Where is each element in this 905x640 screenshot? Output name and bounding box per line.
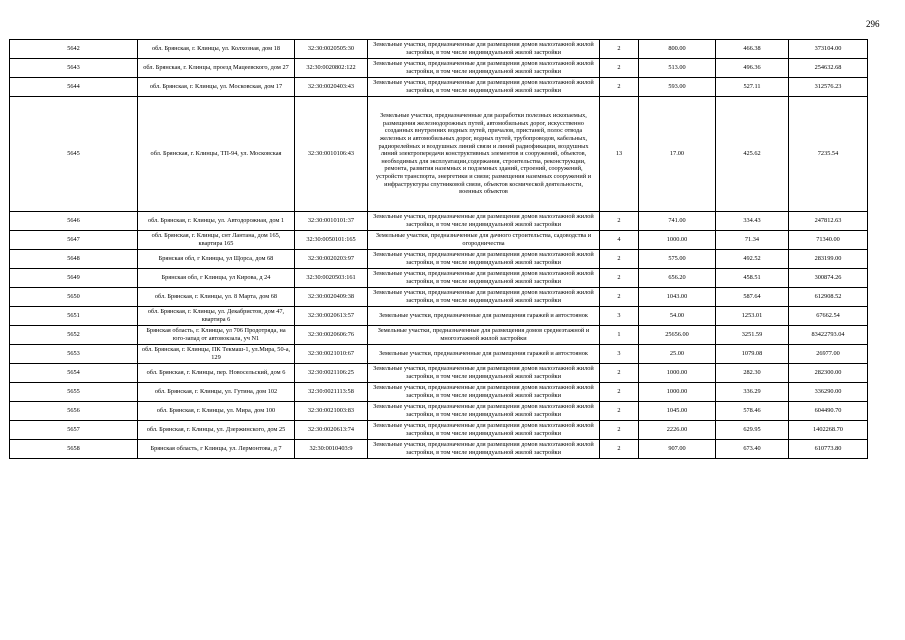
area-cell: 800.00 [639, 40, 716, 59]
cadastral-value-cell: 26977.00 [789, 345, 868, 364]
land-purpose-cell: Земельные участки, предназначенные для размещения домов малоэтажной жилой застройки, в том числе индивидуальной жилой застройки [368, 269, 600, 288]
specific-value-cell: 587.64 [716, 288, 789, 307]
cadastral-number-cell: 32:30:0020409:38 [295, 288, 368, 307]
land-purpose-cell: Земельные участки, предназначенные для размещения домов малоэтажной жилой застройки, в том числе индивидуальной жилой застройки [368, 212, 600, 231]
row-number: 5646 [10, 212, 138, 231]
cadastral-value-cell: 604490.70 [789, 402, 868, 421]
table-row [10, 212, 868, 231]
cadastral-value-cell: 282300.00 [789, 364, 868, 383]
area-cell: 25656.00 [639, 326, 716, 345]
specific-value-cell: 496.36 [716, 59, 789, 78]
cadastral-number-cell: 32:30:0020203:97 [295, 250, 368, 269]
row-number: 5642 [10, 40, 138, 59]
area-cell: 1045.00 [639, 402, 716, 421]
group-cell: 2 [600, 421, 639, 440]
cadastral-number-cell: 32:30:0020503:161 [295, 269, 368, 288]
area-cell: 1000.00 [639, 231, 716, 250]
table-row [10, 307, 868, 326]
area-cell: 1000.00 [639, 383, 716, 402]
row-number: 5654 [10, 364, 138, 383]
area-cell: 741.00 [639, 212, 716, 231]
specific-value-cell: 1253.01 [716, 307, 789, 326]
address-cell: обл. Брянская, г. Клинцы, ул. Гутина, дом 102 [138, 383, 295, 402]
land-purpose-cell: Земельные участки, предназначенные для размещения домов среднеэтажной и многоэтажной жилой застройки [368, 326, 600, 345]
specific-value-cell: 629.95 [716, 421, 789, 440]
address-cell: обл. Брянская, г. Клинцы, ул. Декабристов, дом 47, квартира 6 [138, 307, 295, 326]
row-number: 5645 [10, 97, 138, 212]
table-row [10, 383, 868, 402]
address-cell: обл. Брянская, г. Клинцы, снт Лантана, дом 165, квартира 165 [138, 231, 295, 250]
address-cell: обл. Брянская, г. Клинцы, ПК Текмаш-1, ул.Мира, 50-а, 129 [138, 345, 295, 364]
row-number: 5648 [10, 250, 138, 269]
address-cell: Брянская обл, г Клинцы, ул Кирова, д 24 [138, 269, 295, 288]
cadastral-value-cell: 612908.52 [789, 288, 868, 307]
cadastral-value-cell: 373104.00 [789, 40, 868, 59]
area-cell: 1043.00 [639, 288, 716, 307]
row-number: 5644 [10, 78, 138, 97]
group-cell: 2 [600, 440, 639, 459]
specific-value-cell: 282.30 [716, 364, 789, 383]
area-cell: 17.00 [639, 97, 716, 212]
group-cell: 2 [600, 59, 639, 78]
land-purpose-cell: Земельные участки, предназначенные для размещения гаражей и автостоянок [368, 345, 600, 364]
area-cell: 575.00 [639, 250, 716, 269]
land-purpose-cell: Земельные участки, предназначенные для размещения домов малоэтажной жилой застройки, в том числе индивидуальной жилой застройки [368, 40, 600, 59]
cadastral-number-cell: 32:30:0020613:74 [295, 421, 368, 440]
cadastral-value-cell: 247812.63 [789, 212, 868, 231]
row-number: 5657 [10, 421, 138, 440]
table-row [10, 269, 868, 288]
row-number: 5652 [10, 326, 138, 345]
row-number: 5653 [10, 345, 138, 364]
land-purpose-cell: Земельные участки, предназначенные для размещения домов малоэтажной жилой застройки, в том числе индивидуальной жилой застройки [368, 250, 600, 269]
cadastral-number-cell: 32:30:0010101:37 [295, 212, 368, 231]
land-purpose-cell: Земельные участки, предназначенные для размещения домов малоэтажной жилой застройки, в том числе индивидуальной жилой застройки [368, 402, 600, 421]
row-number: 5658 [10, 440, 138, 459]
area-cell: 656.20 [639, 269, 716, 288]
area-cell: 25.00 [639, 345, 716, 364]
cadastral-number-cell: 32:30:0020802:122 [295, 59, 368, 78]
land-purpose-cell: Земельные участки, предназначенные для размещения домов малоэтажной жилой застройки, в том числе индивидуальной жилой застройки [368, 421, 600, 440]
table-row [10, 250, 868, 269]
address-cell: обл. Брянская, г. Клинцы, ул. 8 Марта, дом 68 [138, 288, 295, 307]
row-number: 5656 [10, 402, 138, 421]
row-number: 5643 [10, 59, 138, 78]
group-cell: 4 [600, 231, 639, 250]
group-cell: 2 [600, 212, 639, 231]
specific-value-cell: 336.29 [716, 383, 789, 402]
row-number: 5649 [10, 269, 138, 288]
area-cell: 1000.00 [639, 364, 716, 383]
cadastral-number-cell: 32:30:0020606:76 [295, 326, 368, 345]
cadastral-number-cell: 32:30:0021010:67 [295, 345, 368, 364]
table-row [10, 288, 868, 307]
cadastral-number-cell: 32:30:0020505:30 [295, 40, 368, 59]
land-purpose-cell: Земельные участки, предназначенные для размещения домов малоэтажной жилой застройки, в том числе индивидуальной жилой застройки [368, 383, 600, 402]
cadastral-number-cell: 32:30:0021003:83 [295, 402, 368, 421]
row-number: 5655 [10, 383, 138, 402]
cadastral-value-cell: 300874.26 [789, 269, 868, 288]
specific-value-cell: 334.43 [716, 212, 789, 231]
cadastral-value-cell: 67662.54 [789, 307, 868, 326]
cadastral-number-cell: 32:30:0050101:165 [295, 231, 368, 250]
cadastral-number-cell: 32:30:0010106:43 [295, 97, 368, 212]
land-purpose-cell: Земельные участки, предназначенные для размещения домов малоэтажной жилой застройки, в том числе индивидуальной жилой застройки [368, 440, 600, 459]
address-cell: обл. Брянская, г. Клинцы, ул. Московская, дом 17 [138, 78, 295, 97]
group-cell: 2 [600, 288, 639, 307]
address-cell: обл. Брянская, г. Клинцы, ул. Мира, дом 100 [138, 402, 295, 421]
table-row [10, 59, 868, 78]
group-cell: 2 [600, 269, 639, 288]
area-cell: 2226.00 [639, 421, 716, 440]
land-purpose-cell: Земельные участки, предназначенные для размещения домов малоэтажной жилой застройки, в том числе индивидуальной жилой застройки [368, 364, 600, 383]
cadastral-number-cell: 32:30:0021106:25 [295, 364, 368, 383]
row-number: 5651 [10, 307, 138, 326]
cadastral-value-cell: 71340.00 [789, 231, 868, 250]
address-cell: Брянская обл, г Клинцы, ул Щорса, дом 68 [138, 250, 295, 269]
area-cell: 593.00 [639, 78, 716, 97]
area-cell: 54.00 [639, 307, 716, 326]
group-cell: 3 [600, 345, 639, 364]
table-row [10, 440, 868, 459]
specific-value-cell: 466.38 [716, 40, 789, 59]
specific-value-cell: 425.62 [716, 97, 789, 212]
table-row [10, 231, 868, 250]
group-cell: 2 [600, 250, 639, 269]
cadastral-number-cell: 32:30:0020403:43 [295, 78, 368, 97]
group-cell: 3 [600, 307, 639, 326]
cadastral-number-cell: 32:30:0020613:57 [295, 307, 368, 326]
address-cell: обл. Брянская, г. Клинцы, ул. Автодорожная, дом 1 [138, 212, 295, 231]
specific-value-cell: 458.51 [716, 269, 789, 288]
cadastral-value-cell: 254632.68 [789, 59, 868, 78]
address-cell: обл. Брянская, г. Клинцы, проезд Мацеевского, дом 27 [138, 59, 295, 78]
address-cell: обл. Брянская, г. Клинцы, ул. Колхозная, дом 18 [138, 40, 295, 59]
cadastral-value-cell: 83422793.04 [789, 326, 868, 345]
address-cell: Брянская область, г Клинцы, ул. Лермонтова, д 7 [138, 440, 295, 459]
table-row [10, 345, 868, 364]
table-row [10, 40, 868, 59]
specific-value-cell: 71.34 [716, 231, 789, 250]
area-cell: 513.00 [639, 59, 716, 78]
address-cell: обл. Брянская, г. Клинцы, пер. Новосельский, дом 6 [138, 364, 295, 383]
cadastral-value-cell: 283199.00 [789, 250, 868, 269]
area-cell: 907.00 [639, 440, 716, 459]
land-purpose-cell: Земельные участки, предназначенные для размещения гаражей и автостоянок [368, 307, 600, 326]
cadastral-value-cell: 1402268.70 [789, 421, 868, 440]
table-row [10, 402, 868, 421]
group-cell: 2 [600, 364, 639, 383]
group-cell: 13 [600, 97, 639, 212]
land-purpose-cell: Земельные участки, предназначенные для размещения домов малоэтажной жилой застройки, в том числе индивидуальной жилой застройки [368, 288, 600, 307]
group-cell: 2 [600, 40, 639, 59]
page-number: 296 [866, 19, 880, 29]
table-row [10, 97, 868, 212]
land-plots-table [9, 39, 868, 459]
cadastral-number-cell: 32:30:0021113:58 [295, 383, 368, 402]
specific-value-cell: 527.11 [716, 78, 789, 97]
table-row [10, 364, 868, 383]
group-cell: 2 [600, 78, 639, 97]
cadastral-value-cell: 336290.00 [789, 383, 868, 402]
cadastral-number-cell: 32:30:0010403:9 [295, 440, 368, 459]
group-cell: 1 [600, 326, 639, 345]
specific-value-cell: 578.46 [716, 402, 789, 421]
table-row [10, 421, 868, 440]
land-purpose-cell: Земельные участки, предназначенные для размещения домов малоэтажной жилой застройки, в том числе индивидуальной жилой застройки [368, 59, 600, 78]
group-cell: 2 [600, 383, 639, 402]
cadastral-value-cell: 610773.80 [789, 440, 868, 459]
table-row [10, 326, 868, 345]
land-purpose-cell: Земельные участки, предназначенные для размещения домов малоэтажной жилой застройки, в том числе индивидуальной жилой застройки [368, 78, 600, 97]
address-cell: обл. Брянская, г. Клинцы, ТП-94, ул. Московская [138, 97, 295, 212]
row-number: 5647 [10, 231, 138, 250]
address-cell: обл. Брянская, г. Клинцы, ул. Дзержинского, дом 25 [138, 421, 295, 440]
cadastral-value-cell: 7235.54 [789, 97, 868, 212]
address-cell: Брянская область, г. Клинцы, ул 706 Продотряда, на юго-запад от автовокзала, уч N1 [138, 326, 295, 345]
row-number: 5650 [10, 288, 138, 307]
group-cell: 2 [600, 402, 639, 421]
specific-value-cell: 1079.08 [716, 345, 789, 364]
table-row [10, 78, 868, 97]
specific-value-cell: 3251.59 [716, 326, 789, 345]
cadastral-value-cell: 312576.23 [789, 78, 868, 97]
specific-value-cell: 492.52 [716, 250, 789, 269]
land-purpose-cell: Земельные участки, предназначенные для разработки полезных ископаемых, размещения железнодорожных путей, автомобильных дорог, искусственно созданных внутренних водных путей, причалов, пристаней, полос отвода железных и автомобильных дорог, водных путей, трубопроводов, кабельных, радиорелейных и воздушных линий связи и линий радиофикации, воздушных линий электропередачи конструктивных элементов и сооружений, объектов, необходимых для эксплуатации,содержания, строительства, реконструкции, ремонта, развития наземных и подземных зданий, строений, сооружений, устройств транспорта, энергетики и связи; размещения наземных сооружений и инфраструктуры спутниковой связи, объектов космической деятельности, военных объектов [368, 97, 600, 212]
specific-value-cell: 673.40 [716, 440, 789, 459]
land-purpose-cell: Земельные участки, предназначенные для дачного строительства, садоводства и огородничества [368, 231, 600, 250]
